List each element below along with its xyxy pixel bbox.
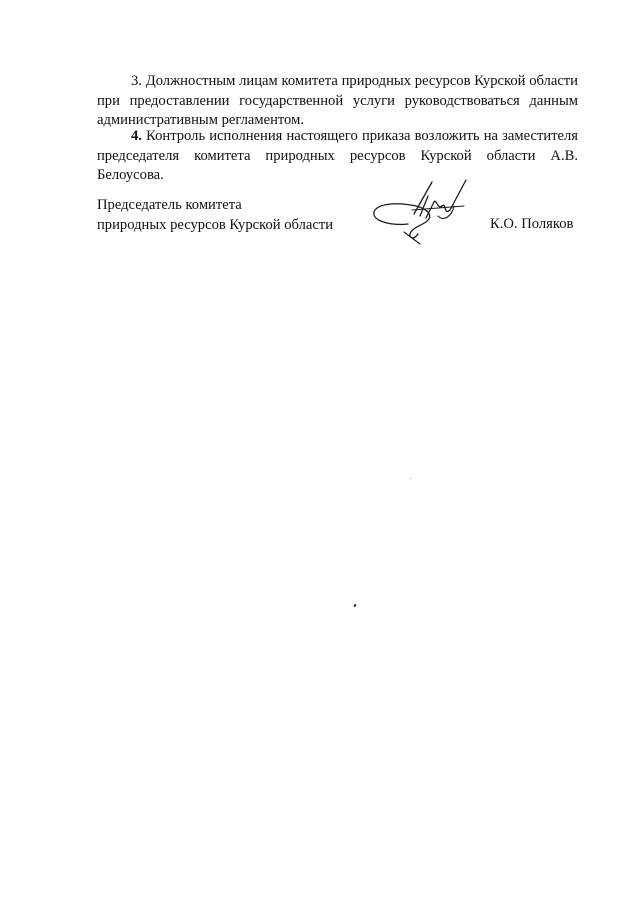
item-3-number: 3. [131, 73, 142, 89]
item-4-number: 4. [131, 128, 142, 144]
item-4-text: Контроль исполнения настоящего приказа возложить на заместителя председателя комитета природных ресурсов Курской области А.В. Белоусова. [97, 128, 578, 183]
scan-speck-small [410, 478, 411, 479]
item-3-text: Должностным лицам комитета природных ресурсов Курской области при предоставлении государственной услуги руководствоваться данным административным регламентом. [97, 73, 578, 128]
signatory-title-line-1: Председатель комитета [97, 197, 242, 213]
handwritten-signature-icon [368, 176, 478, 246]
signatory-name: К.О. Поляков [490, 216, 574, 232]
paragraph-item-3 [97, 72, 578, 131]
paragraph-item-4 [97, 127, 578, 186]
signatory-title-line-2: природных ресурсов Курской области [97, 216, 334, 233]
scan-speck [353, 604, 356, 608]
signatory-title [97, 196, 333, 235]
